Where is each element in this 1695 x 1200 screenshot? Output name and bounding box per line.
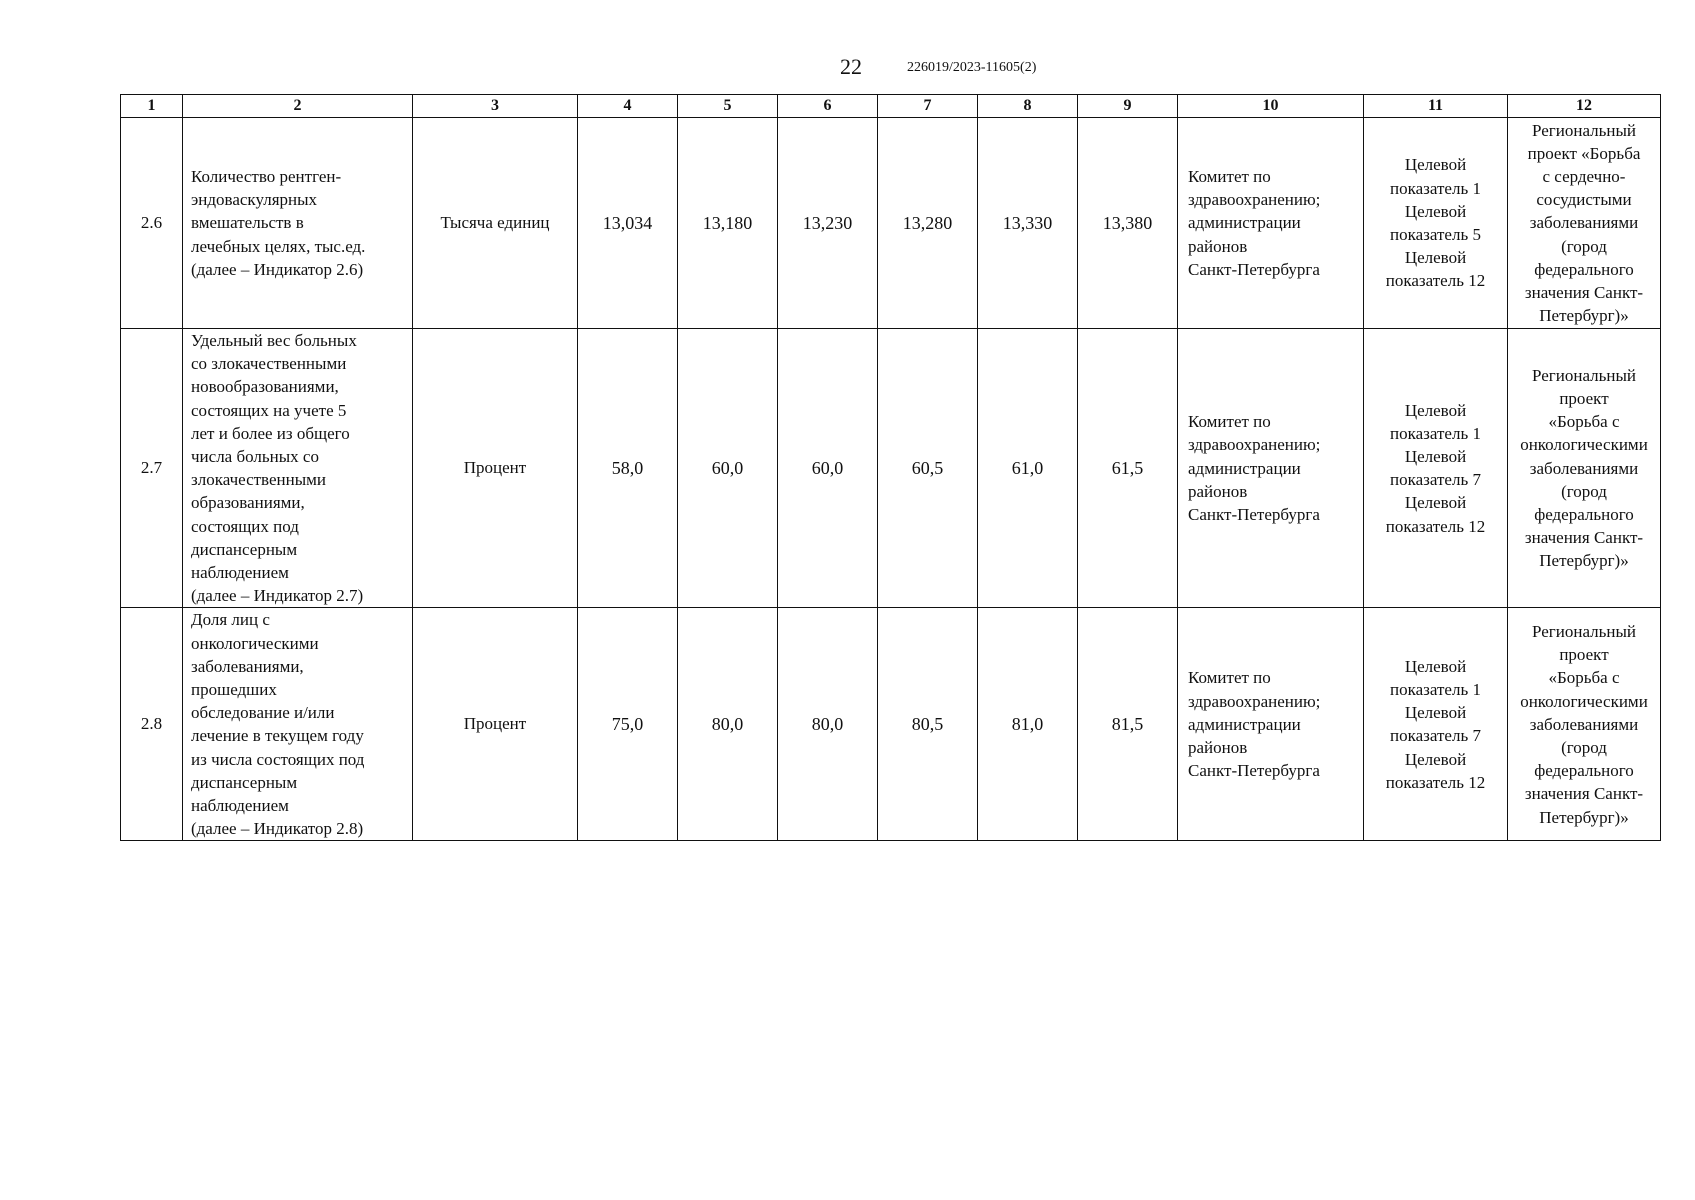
text-line: значения Санкт-: [1524, 784, 1644, 804]
text-line: Удельный вес больных: [191, 331, 357, 350]
text-line: лечение в текущем году: [191, 726, 364, 746]
table-row: [121, 329, 1661, 608]
text-line: (город: [1561, 236, 1607, 256]
text-line: Санкт-Петербурга: [1188, 259, 1320, 279]
value-cell: 60,0: [778, 329, 878, 608]
text-line: показатель 7: [1390, 470, 1481, 490]
text-line: заболеваниями: [1529, 213, 1639, 233]
target-indicators-cell: [1364, 329, 1508, 608]
text-line: Целевой: [1404, 447, 1467, 467]
text-line: Петербург)»: [1539, 306, 1629, 326]
value-cell: 80,0: [678, 608, 778, 841]
value-cell: 60,5: [878, 329, 978, 608]
text-line: онкологическими: [1520, 691, 1648, 711]
text-line: проект: [1559, 645, 1609, 665]
text-line: Комитет по: [1188, 668, 1271, 688]
text-line: из числа состоящих под: [191, 749, 365, 769]
column-header: 12: [1508, 95, 1661, 118]
text-line: новообразованиями,: [191, 377, 339, 397]
indicator-name: [183, 608, 413, 841]
text-line: федерального: [1534, 259, 1634, 279]
text-line: «Борьба с: [1548, 412, 1620, 432]
text-line: показатель 7: [1390, 726, 1481, 746]
text-line: проект: [1559, 389, 1609, 408]
regional-project-cell: [1508, 329, 1661, 608]
header-row: [121, 95, 1661, 118]
text-line: диспансерным: [191, 772, 298, 792]
indicators-table: [120, 94, 1661, 841]
text-line: показатель 1: [1390, 178, 1481, 198]
value-cell: 13,280: [878, 118, 978, 329]
text-line: злокачественными: [191, 470, 327, 490]
column-header: 8: [978, 95, 1078, 118]
executor-cell: [1178, 329, 1364, 608]
column-header: 10: [1178, 95, 1364, 118]
value-cell: 61,0: [978, 329, 1078, 608]
text-line: показатель 1: [1390, 423, 1481, 443]
text-line: показатель 5: [1390, 225, 1481, 244]
value-cell: 13,330: [978, 118, 1078, 329]
text-line: наблюдением: [191, 563, 289, 583]
text-line: Региональный: [1532, 622, 1636, 642]
column-header: 7: [878, 95, 978, 118]
value-cell: 13,034: [578, 118, 678, 329]
text-line: сосудистыми: [1536, 190, 1632, 210]
text-line: здравоохранению;: [1188, 691, 1321, 711]
page-number: 22: [840, 54, 862, 79]
text-line: Целевой: [1404, 749, 1467, 769]
unit-cell: Процент: [413, 329, 578, 608]
value-cell: 80,0: [778, 608, 878, 841]
text-line: Петербург)»: [1539, 551, 1629, 571]
value-cell: 75,0: [578, 608, 678, 841]
text-line: образованиями,: [191, 493, 305, 513]
text-line: районов: [1188, 738, 1248, 758]
text-line: Комитет по: [1188, 166, 1271, 186]
value-cell: 61,5: [1078, 329, 1178, 608]
text-line: администрации: [1188, 714, 1301, 734]
text-line: значения Санкт-: [1524, 528, 1644, 548]
table-row: [121, 118, 1661, 329]
value-cell: 13,230: [778, 118, 878, 329]
text-line: «Борьба с: [1548, 668, 1620, 688]
text-line: здравоохранению;: [1188, 435, 1321, 455]
target-indicators-cell: [1364, 118, 1508, 329]
text-line: Комитет по: [1188, 412, 1271, 432]
text-line: Санкт-Петербурга: [1188, 761, 1320, 781]
text-line: Целевой: [1404, 155, 1467, 175]
value-cell: 81,5: [1078, 608, 1178, 841]
column-header: 3: [413, 95, 578, 118]
text-line: (город: [1561, 738, 1607, 758]
text-line: онкологическими: [191, 633, 319, 653]
unit-cell: Процент: [413, 608, 578, 841]
text-line: лечебных целях, тыс.ед.: [191, 236, 366, 256]
text-line: Целевой: [1404, 201, 1467, 221]
text-line: администрации: [1188, 213, 1301, 233]
text-line: Целевой: [1404, 703, 1467, 723]
text-line: районов: [1188, 236, 1248, 256]
text-line: показатель 12: [1385, 271, 1486, 291]
text-line: заболеваниями,: [191, 656, 304, 676]
text-line: показатель 1: [1390, 680, 1481, 700]
text-line: проект «Борьба: [1527, 143, 1641, 163]
regional-project-cell: [1508, 608, 1661, 841]
value-cell: 60,0: [678, 329, 778, 608]
page-header: [0, 54, 1695, 84]
text-line: Целевой: [1404, 493, 1467, 513]
text-line: (далее – Индикатор 2.8): [191, 819, 364, 839]
text-line: прошедших: [191, 680, 277, 700]
text-line: онкологическими: [1520, 435, 1648, 455]
text-line: Санкт-Петербурга: [1188, 505, 1320, 525]
column-header: 1: [121, 95, 183, 118]
text-line: с сердечно-: [1542, 166, 1626, 186]
text-line: Доля лиц с: [191, 610, 270, 630]
text-line: вмешательств в: [191, 213, 304, 233]
regional-project-cell: [1508, 118, 1661, 329]
column-header: 6: [778, 95, 878, 118]
document-id: 226019/2023-11605(2): [907, 60, 1037, 75]
indicator-name: [183, 118, 413, 329]
indicator-number: 2.8: [121, 608, 183, 841]
text-line: диспансерным: [191, 539, 298, 559]
value-cell: 81,0: [978, 608, 1078, 841]
text-line: (далее – Индикатор 2.6): [191, 259, 364, 279]
text-line: числа больных со: [191, 447, 319, 467]
text-line: Петербург)»: [1539, 807, 1629, 827]
column-header: 4: [578, 95, 678, 118]
column-header: 9: [1078, 95, 1178, 118]
column-header: 5: [678, 95, 778, 118]
text-line: Количество рентген-: [191, 166, 342, 186]
text-line: обследование и/или: [191, 703, 335, 723]
text-line: районов: [1188, 481, 1248, 501]
text-line: администрации: [1188, 458, 1301, 478]
text-line: состоящих под: [191, 516, 299, 536]
unit-cell: Тысяча единиц: [413, 118, 578, 329]
indicator-number: 2.7: [121, 329, 183, 608]
value-cell: 58,0: [578, 329, 678, 608]
text-line: со злокачественными: [191, 354, 347, 374]
text-line: Региональный: [1532, 120, 1636, 140]
column-header: 11: [1364, 95, 1508, 118]
text-line: лет и более из общего: [191, 423, 350, 443]
target-indicators-cell: [1364, 608, 1508, 841]
table-row: [121, 608, 1661, 841]
executor-cell: [1178, 608, 1364, 841]
column-header: 2: [183, 95, 413, 118]
indicator-number: 2.6: [121, 118, 183, 329]
text-line: Целевой: [1404, 248, 1467, 268]
text-line: (город: [1561, 481, 1607, 501]
value-cell: 13,180: [678, 118, 778, 329]
text-line: эндоваскулярных: [191, 190, 318, 210]
text-line: наблюдением: [191, 796, 289, 816]
text-line: Целевой: [1404, 400, 1467, 420]
text-line: заболеваниями: [1529, 458, 1639, 478]
text-line: федерального: [1534, 505, 1634, 525]
text-line: Целевой: [1404, 656, 1467, 676]
text-line: заболеваниями: [1529, 714, 1639, 734]
text-line: значения Санкт-: [1524, 283, 1644, 302]
text-line: состоящих на учете 5: [191, 400, 347, 420]
executor-cell: [1178, 118, 1364, 329]
value-cell: 13,380: [1078, 118, 1178, 329]
text-line: показатель 12: [1385, 772, 1486, 792]
text-line: Региональный: [1532, 365, 1636, 385]
text-line: здравоохранению;: [1188, 190, 1321, 210]
text-line: федерального: [1534, 761, 1634, 781]
indicator-name: [183, 329, 413, 608]
value-cell: 80,5: [878, 608, 978, 841]
text-line: (далее – Индикатор 2.7): [191, 586, 364, 606]
text-line: показатель 12: [1385, 516, 1486, 536]
